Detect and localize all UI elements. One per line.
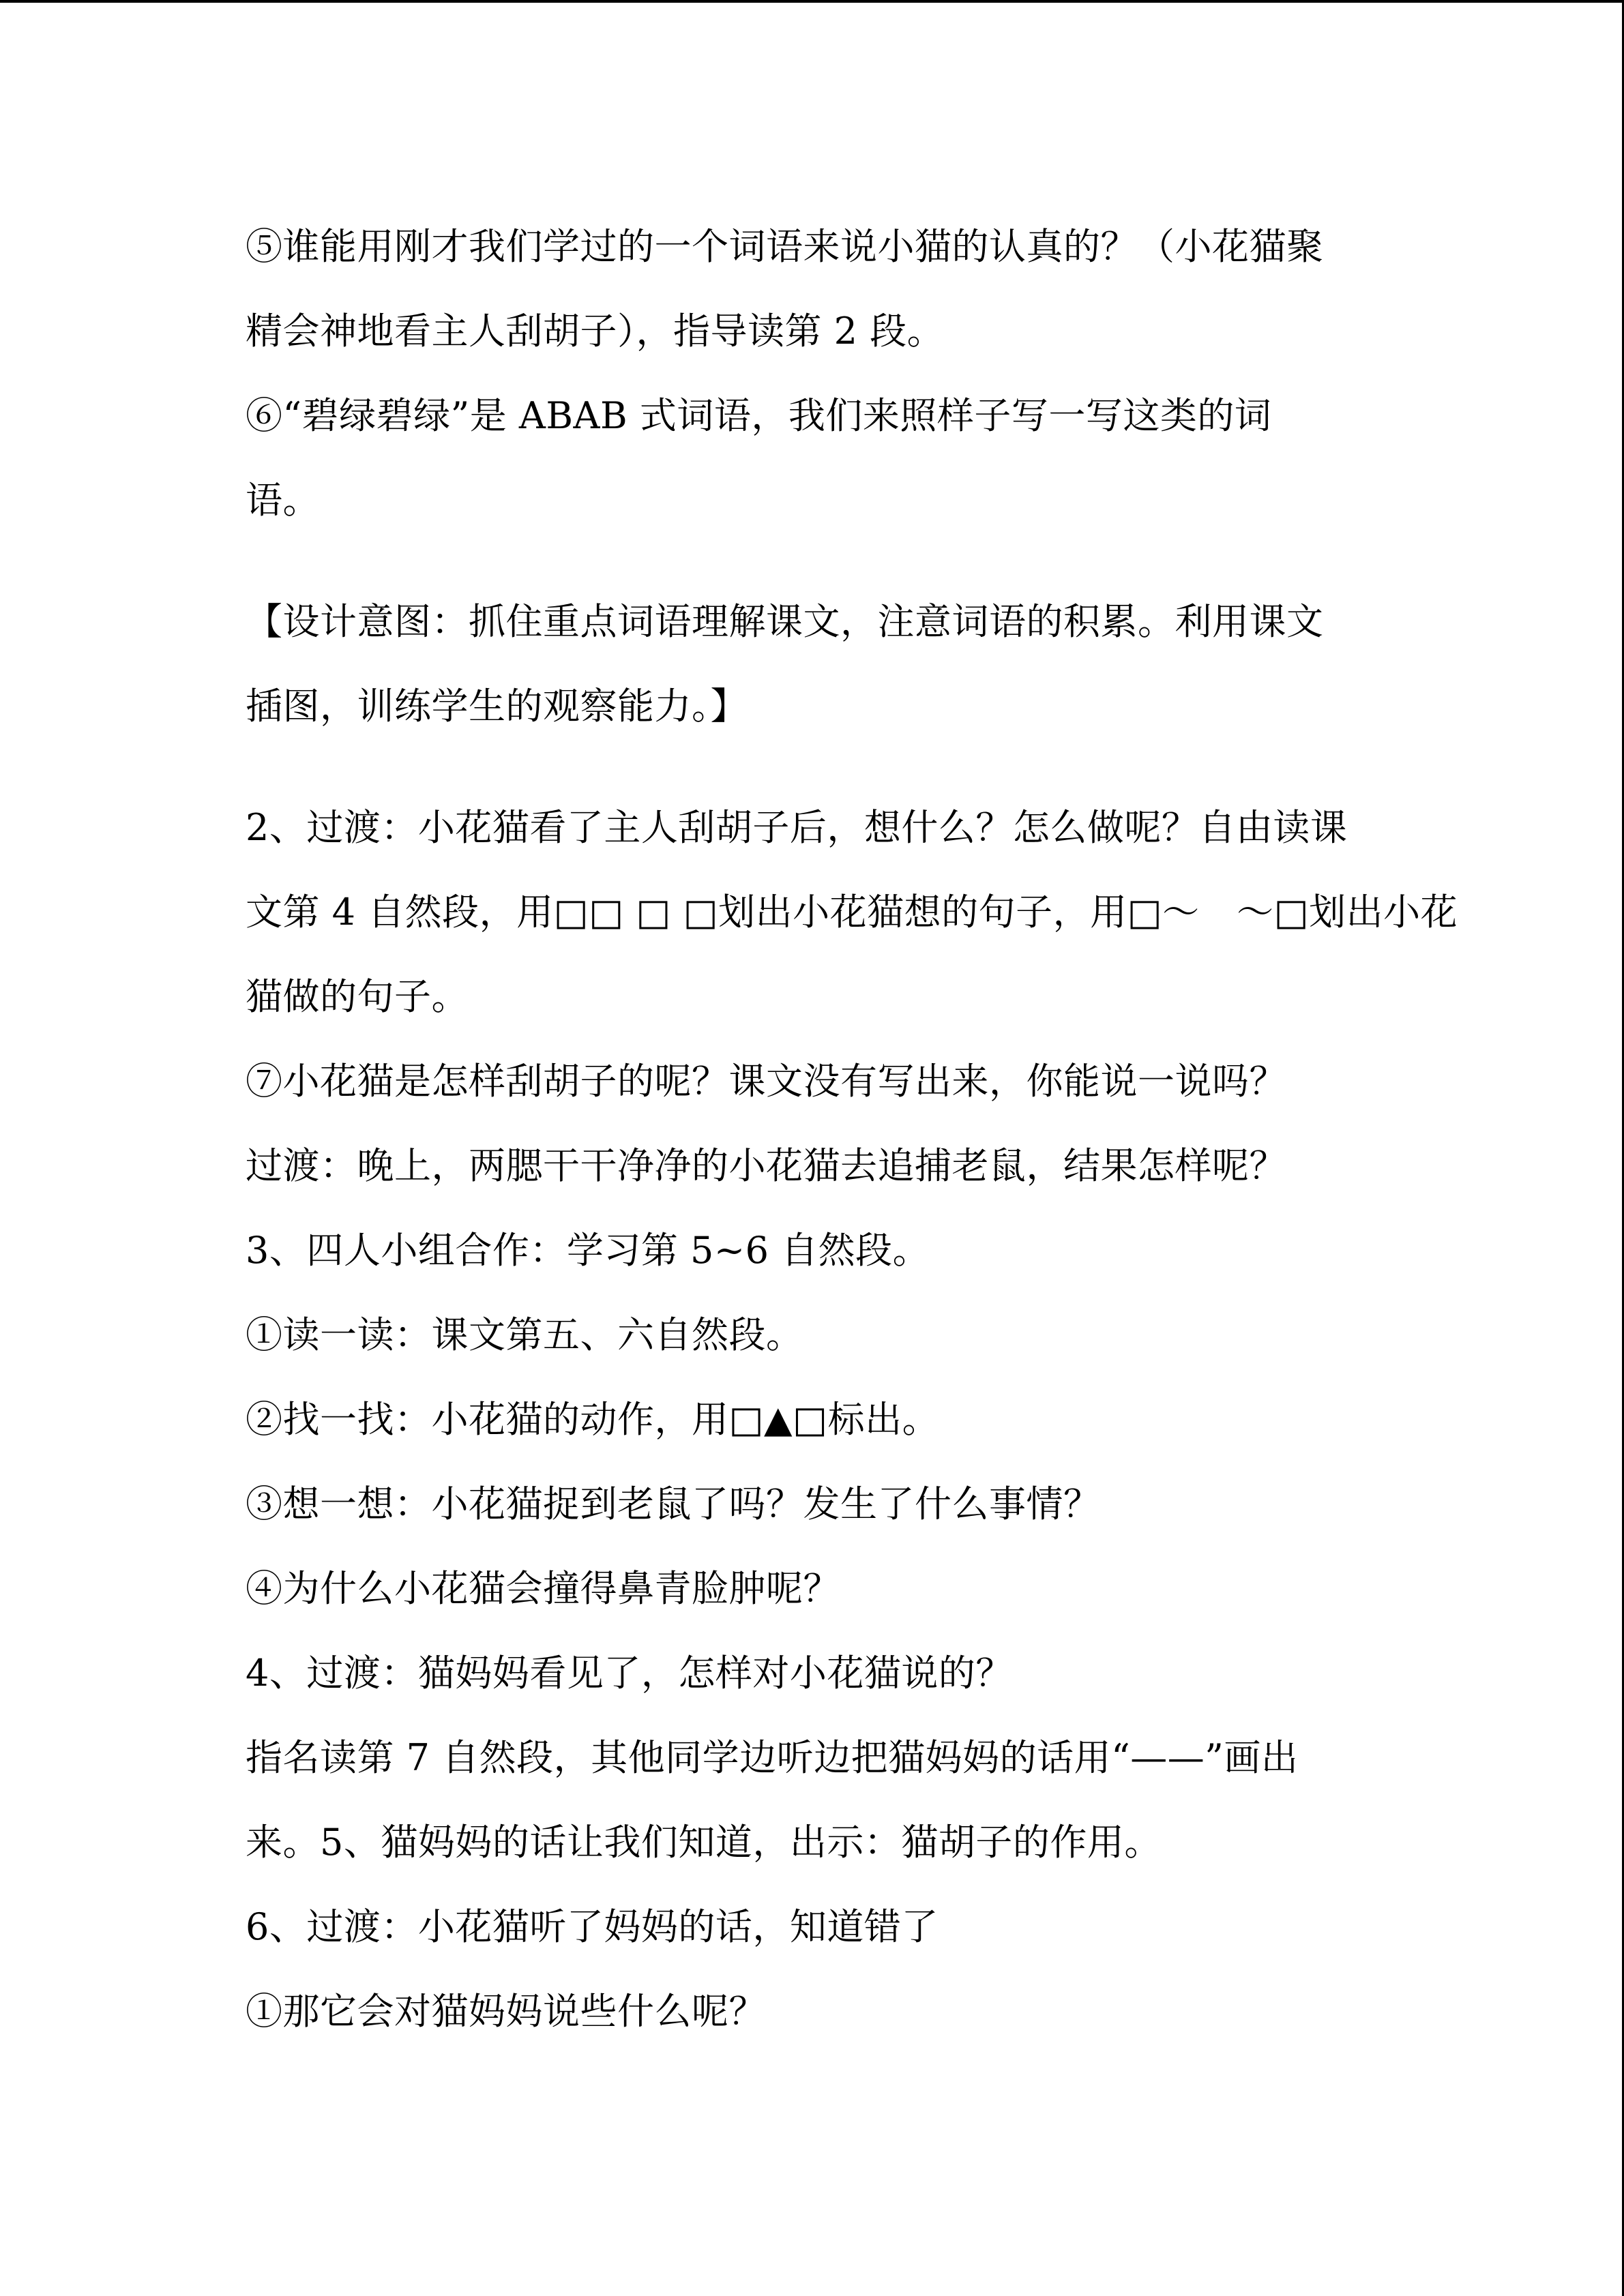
text-line: ⑤谁能用刚才我们学过的一个词语来说小猫的认真的？（小花猫聚 <box>246 225 1324 268</box>
text-line: ⑥“碧绿碧绿”是 ABAB 式词语，我们来照样子写一写这类的词 <box>246 394 1272 437</box>
text-line: 文第 4 自然段，用□□ □ □划出小花猫想的句子，用□～ ～□划出小花 <box>246 891 1458 934</box>
text-line: 猫做的句子。 <box>246 975 469 1018</box>
paragraph-gap <box>246 749 1405 786</box>
design-intent-line: 【设计意图：抓住重点词语理解课文，注意词语的积累。利用课文 <box>246 600 1324 643</box>
text-line: 语。 <box>246 479 320 522</box>
text-line: ③想一想：小花猫捉到老鼠了吗？发生了什么事情？ <box>246 1482 1101 1525</box>
text-line: 指名读第 7 自然段，其他同学边听边把猫妈妈的话用“——”画出 <box>246 1736 1299 1779</box>
design-intent-line: 插图，训练学生的观察能力。】 <box>246 685 748 728</box>
text-line: 过渡：晚上，两腮干干净净的小花猫去追捕老鼠，结果怎样呢？ <box>246 1144 1286 1187</box>
page-top-border <box>0 0 1624 3</box>
text-line: ⑦小花猫是怎样刮胡子的呢？课文没有写出来，你能说一说吗？ <box>246 1060 1286 1103</box>
text-line: 2、过渡：小花猫看了主人刮胡子后，想什么？怎么做呢？自由读课 <box>246 806 1348 849</box>
paragraph-gap <box>246 543 1405 580</box>
text-line: 4、过渡：猫妈妈看见了，怎样对小花猫说的？ <box>246 1652 1013 1695</box>
text-line: 来。5、猫妈妈的话让我们知道，出示：猫胡子的作用。 <box>246 1821 1162 1864</box>
text-line: 精会神地看主人刮胡子），指导读第 2 段。 <box>246 310 945 353</box>
text-line: 6、过渡：小花猫听了妈妈的话，知道错了 <box>246 1905 939 1948</box>
text-line: ①读一读：课文第五、六自然段。 <box>246 1313 803 1356</box>
text-line: ②找一找：小花猫的动作，用□▲□标出。 <box>246 1398 940 1441</box>
text-line: ④为什么小花猫会撞得鼻青脸肿呢？ <box>246 1567 840 1610</box>
text-line: ①那它会对猫妈妈说些什么呢？ <box>246 1990 766 2033</box>
text-line: 3、四人小组合作：学习第 5~6 自然段。 <box>246 1229 930 1272</box>
document-page <box>246 205 1458 2054</box>
